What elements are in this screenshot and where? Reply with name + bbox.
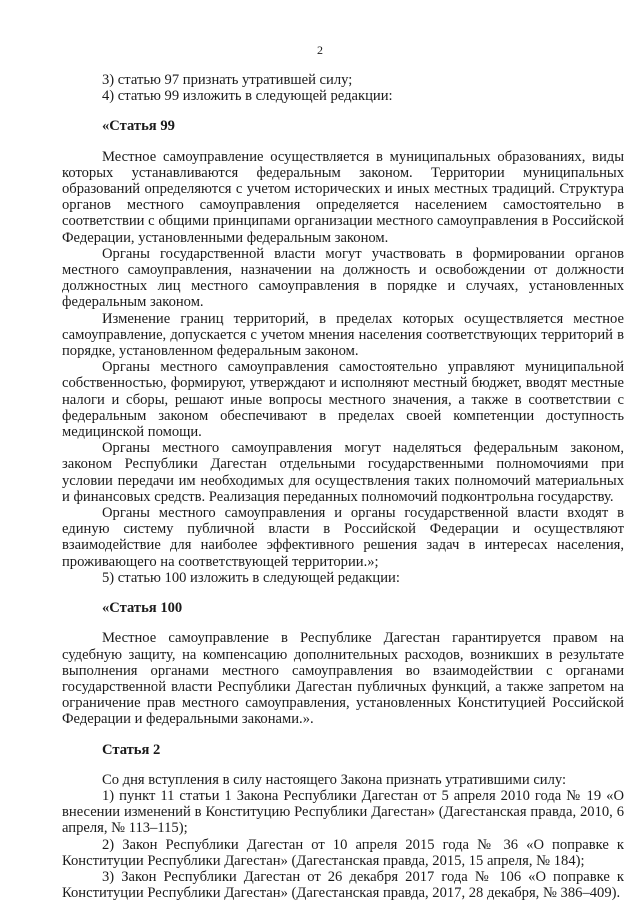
article-99-paragraph-5: Органы местного самоуправления могут наделяться федеральным законом, законом Республики Дагестан отдельными государственными полномочиями при условии передачи им необходимых для осуществления таких полномочий материальных и финансовых средств. Реализация переданных полномочий подконтрольна государству.: [62, 440, 624, 505]
article-2-heading: Статья 2: [102, 741, 161, 758]
paragraph-item-5: 5) статью 100 изложить в следующей редакции:: [102, 569, 400, 586]
document-body: [62, 72, 624, 901]
article-100-paragraph: Местное самоуправление в Республике Дагестан гарантируется правом на судебную защиту, на компенсацию дополнительных расходов, возникших в результате выполнения органами местного самоуправления во взаимодействии с органами государственной власти Республики Дагестан публичных функций, а также запретом на ограничение прав местного самоуправления, установленных Конституцией Российской Федерации и федеральными законами.».: [62, 630, 624, 728]
paragraph-item-4: 4) статью 99 изложить в следующей редакции:: [102, 88, 393, 105]
article-99-paragraph-1: Местное самоуправление осуществляется в муниципальных образованиях, виды которых устанавливаются федеральным законом. Территории муниципальных образований определяются с учетом исторических и иных местных традиций. Структура органов местного самоуправления определяется населением самостоятельно в соответствии с общими принципами организации местного самоуправления в Российской Федерации, установленными федеральным законом.: [62, 148, 624, 246]
repealed-item-1: 1) пункт 11 статьи 1 Закона Республики Дагестан от 5 апреля 2010 года № 19 «О внесении изменений в Конституцию Республики Дагестан» (Дагестанская правда, 2010, 6 апреля, № 113–115);: [62, 787, 624, 837]
page-number: 2: [317, 43, 323, 57]
article-100-heading: «Статья 100: [102, 600, 183, 617]
article-99-paragraph-6: Органы местного самоуправления и органы государственной власти входят в единую систему публичной власти в Российской Федерации и осуществляют взаимодействие для наиболее эффективного решения задач в интересах населения, проживающего на соответствующей территории.»;: [62, 505, 624, 570]
repealed-item-2: 2) Закон Республики Дагестан от 10 апреля 2015 года № 36 «О поправке к Конституции Республики Дагестан» (Дагестанская правда, 2015, 15 апреля, № 184);: [62, 836, 624, 869]
paragraph-item-3: 3) статью 97 признать утратившей силу;: [102, 72, 353, 88]
repealed-item-3: 3) Закон Республики Дагестан от 26 декабря 2017 года № 106 «О поправке к Конституции Республики Дагестан» (Дагестанская правда, 2017, 28 декабря, № 386–409).: [62, 868, 624, 902]
article-99-paragraph-2: Органы государственной власти могут участвовать в формировании органов местного самоуправления, назначении на должность и освобождении от должности должностных лиц местного самоуправления в порядке и случаях, установленных федеральным законом.: [62, 245, 624, 311]
article-99-paragraph-4: Органы местного самоуправления самостоятельно управляют муниципальной собственностью, формируют, утверждают и исполняют местный бюджет, вводят местные налоги и сборы, решают иные вопросы местного значения, а также в соответствии с федеральным законом обеспечивают в пределах своей компетенции доступность медицинской помощи.: [62, 359, 624, 441]
article-99-heading: «Статья 99: [102, 118, 175, 135]
article-2-intro: Со дня вступления в силу настоящего Закона признать утратившими силу:: [102, 771, 567, 788]
article-99-paragraph-3: Изменение границ территорий, в пределах которых осуществляется местное самоуправление, допускается с учетом мнения населения соответствующих территорий в порядке, установленном федеральным законом.: [62, 310, 624, 360]
